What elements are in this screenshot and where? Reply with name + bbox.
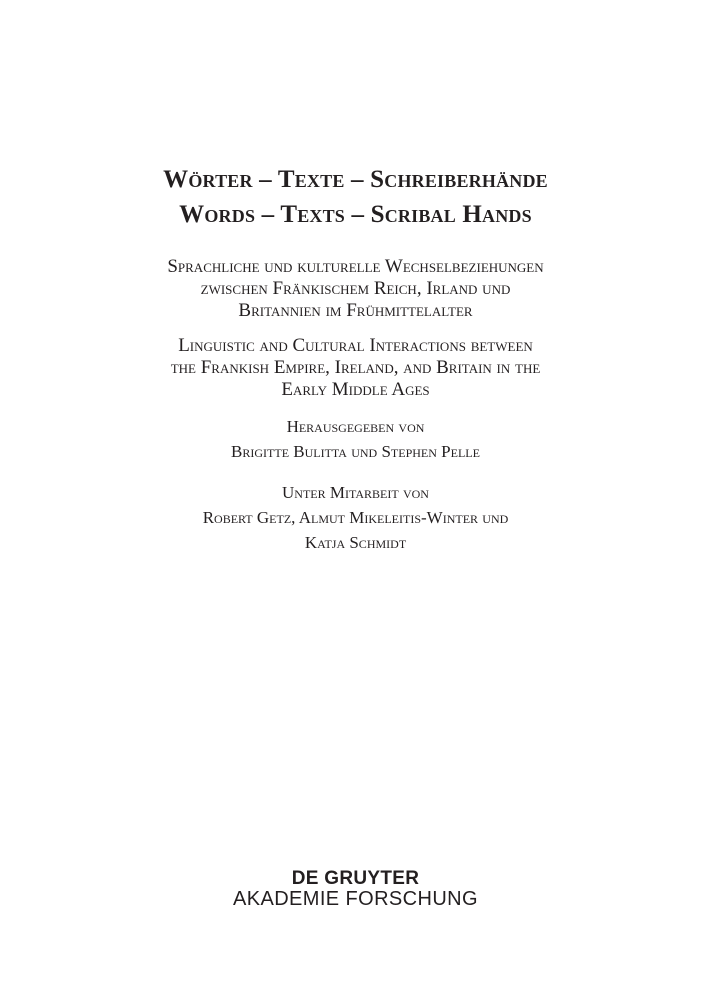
subtitle-english-line-1: Linguistic and Cultural Interactions between <box>178 335 533 356</box>
publisher-series: AKADEMIE FORSCHUNG <box>232 888 478 910</box>
subtitle-german-line-2: zwischen Fränkischem Reich, Irland und <box>200 278 511 299</box>
editors-names: Brigitte Bulitta und Stephen Pelle <box>231 442 480 461</box>
editors <box>0 414 711 464</box>
subtitle-german-line-3: Britannien im Frühmittelalter <box>238 300 473 321</box>
collaborators-names-line-2: Katja Schmidt <box>304 533 407 552</box>
book-title <box>0 162 711 232</box>
collaborators <box>0 480 711 555</box>
collaborators-names-line-1: Robert Getz, Almut Mikeleitis-Winter und <box>202 508 509 527</box>
title-english: Words – Texts – Scribal Hands <box>179 201 532 228</box>
editors-label: Herausgegeben von <box>286 417 425 436</box>
subtitle-german <box>0 256 711 322</box>
publisher-name: DE GRUYTER <box>291 868 420 889</box>
subtitle-english <box>0 335 711 401</box>
subtitle-english-line-2: the Frankish Empire, Ireland, and Britain in the <box>170 357 541 378</box>
subtitle-german-line-1: Sprachliche und kulturelle Wechselbeziehungen <box>167 256 544 277</box>
title-german: Wörter – Texte – Schreiberhände <box>163 166 548 193</box>
subtitle-english-line-3: Early Middle Ages <box>281 379 430 400</box>
collaborators-label: Unter Mitarbeit von <box>282 483 429 502</box>
